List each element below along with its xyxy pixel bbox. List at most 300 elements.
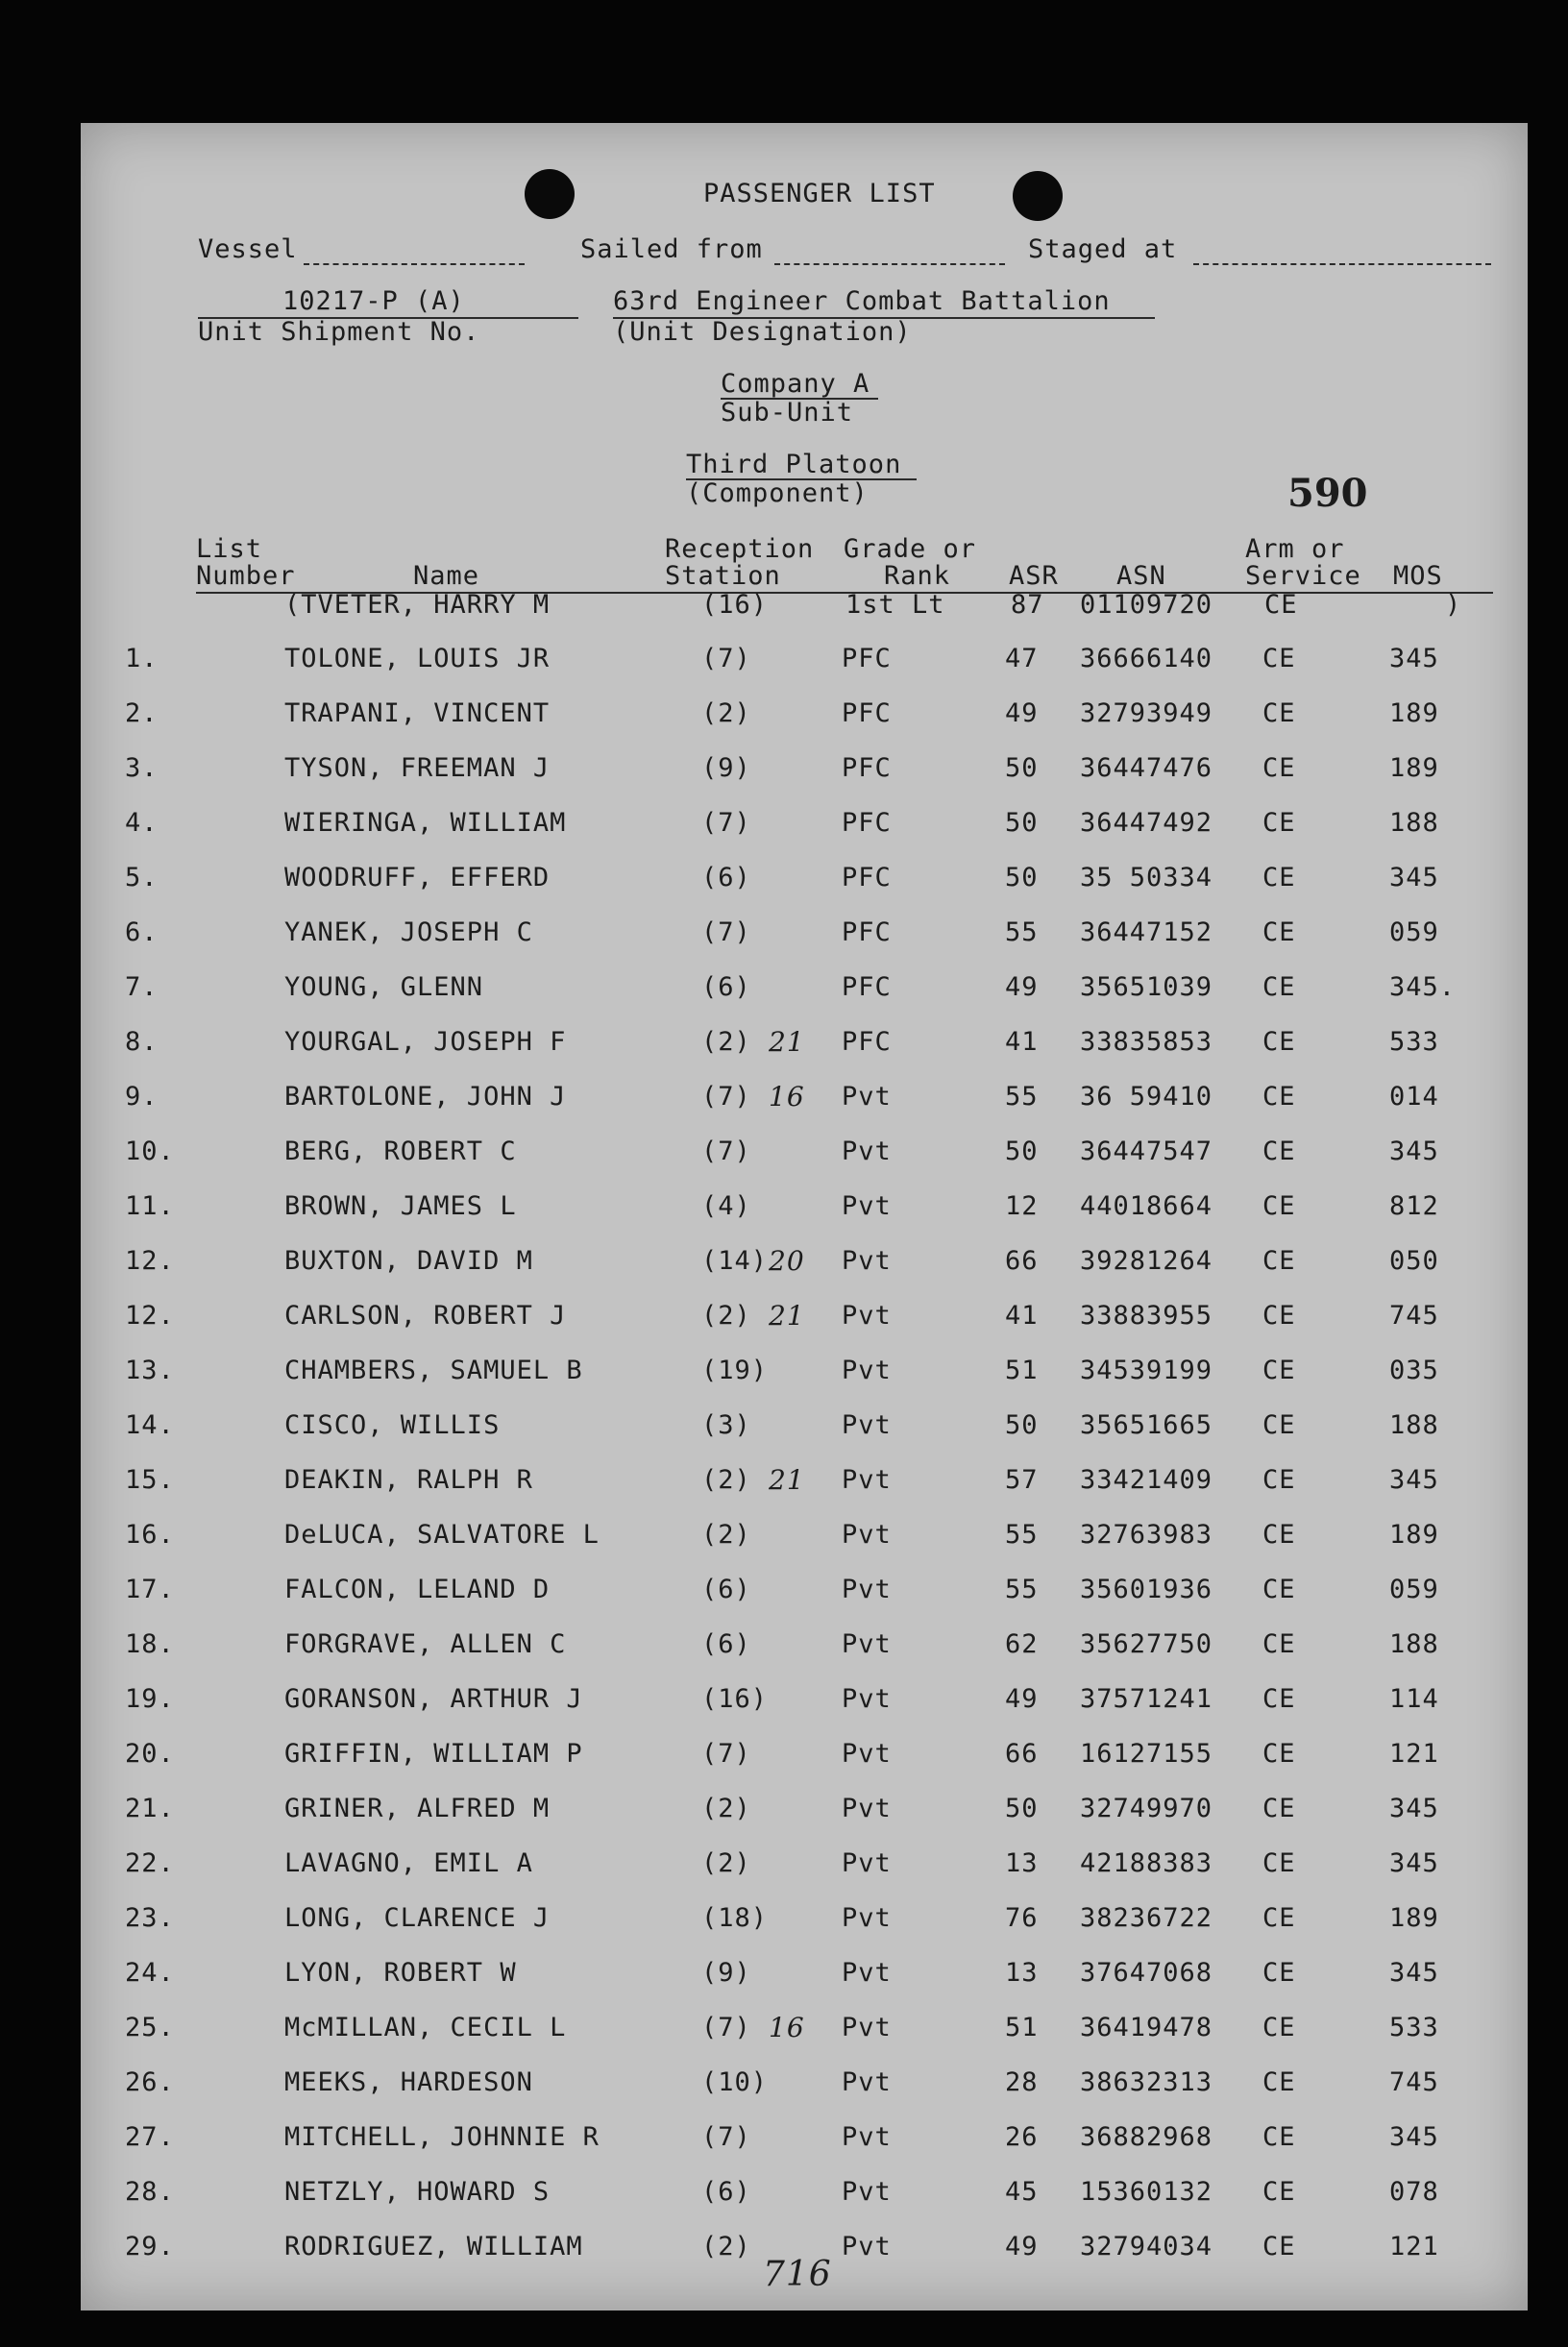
row-asn: 34539199 <box>1080 1356 1213 1385</box>
row-name: TRAPANI, VINCENT <box>284 698 551 728</box>
row-number: 24. <box>125 1958 175 1988</box>
col-mos: MOS <box>1393 561 1443 591</box>
officer-row <box>81 592 1528 630</box>
row-asn: 36447547 <box>1080 1137 1213 1166</box>
table-row <box>81 1960 1528 1998</box>
row-arm: CE <box>1262 972 1296 1002</box>
row-reception-station: (7) <box>701 808 751 838</box>
row-name: DEAKIN, RALPH R <box>284 1465 533 1495</box>
row-asn: 39281264 <box>1080 1246 1213 1276</box>
officer-asr: 87 <box>1011 590 1044 620</box>
row-asn: 36447152 <box>1080 917 1213 947</box>
row-number: 10. <box>125 1137 175 1166</box>
row-name: BUXTON, DAVID M <box>284 1246 533 1276</box>
row-mos: 121 <box>1389 2232 1439 2261</box>
row-asr: 12 <box>1005 1191 1039 1221</box>
row-arm: CE <box>1262 863 1296 892</box>
row-name: LYON, ROBERT W <box>284 1958 517 1988</box>
row-name: GRINER, ALFRED M <box>284 1794 551 1823</box>
row-reception-station: (6) <box>701 1629 751 1659</box>
document-page <box>81 123 1528 2310</box>
row-arm: CE <box>1262 1191 1296 1221</box>
row-grade: PFC <box>842 698 892 728</box>
row-mos: 189 <box>1389 1903 1439 1933</box>
row-name: WOODRUFF, EFFERD <box>284 863 551 892</box>
row-asn: 15360132 <box>1080 2177 1213 2207</box>
officer-name: (TVETER, HARRY M <box>284 590 551 620</box>
row-name: MITCHELL, JOHNNIE R <box>284 2122 600 2152</box>
row-arm: CE <box>1262 1684 1296 1714</box>
row-reception-station: (2) <box>701 1520 751 1550</box>
row-grade: Pvt <box>842 1739 892 1769</box>
table-row <box>81 1245 1528 1286</box>
col-asn: ASN <box>1116 561 1166 591</box>
row-handwritten-note: 21 <box>769 1464 805 1496</box>
row-asn: 32793949 <box>1080 698 1213 728</box>
col-name: Name <box>413 561 480 591</box>
row-name: McMILLAN, CECIL L <box>284 2013 567 2042</box>
row-arm: CE <box>1262 698 1296 728</box>
row-mos: 059 <box>1389 1575 1439 1604</box>
table-row <box>81 1796 1528 1834</box>
table-row <box>81 755 1528 794</box>
row-asr: 50 <box>1005 1794 1039 1823</box>
row-number: 12. <box>125 1301 175 1331</box>
unit-shipment-label: Unit Shipment No. <box>198 317 480 347</box>
row-arm: CE <box>1262 1082 1296 1112</box>
row-number: 15. <box>125 1465 175 1495</box>
row-asr: 62 <box>1005 1629 1039 1659</box>
col-list-2: Number <box>196 561 296 591</box>
row-mos: 188 <box>1389 808 1439 838</box>
row-name: CARLSON, ROBERT J <box>284 1301 567 1331</box>
row-handwritten-note: 21 <box>769 1026 805 1058</box>
vessel-label: Vessel <box>198 234 298 264</box>
table-row <box>81 1026 1528 1067</box>
row-asr: 13 <box>1005 1958 1039 1988</box>
row-asr: 51 <box>1005 1356 1039 1385</box>
row-name: TYSON, FREEMAN J <box>284 753 551 783</box>
row-mos: 114 <box>1389 1684 1439 1714</box>
row-reception-station: (2) <box>701 2232 751 2261</box>
row-mos: 533 <box>1389 2013 1439 2042</box>
row-handwritten-note: 16 <box>769 2012 805 2043</box>
row-number: 13. <box>125 1356 175 1385</box>
row-grade: Pvt <box>842 1903 892 1933</box>
row-name: WIERINGA, WILLIAM <box>284 808 567 838</box>
row-arm: CE <box>1262 1356 1296 1385</box>
row-grade: PFC <box>842 1027 892 1057</box>
row-name: LAVAGNO, EMIL A <box>284 1848 533 1878</box>
row-asr: 55 <box>1005 1520 1039 1550</box>
row-asn: 44018664 <box>1080 1191 1213 1221</box>
row-asn: 33883955 <box>1080 1301 1213 1331</box>
vessel-blank <box>304 263 525 265</box>
row-number: 5. <box>125 863 159 892</box>
table-row <box>81 1193 1528 1232</box>
table-row <box>81 1905 1528 1944</box>
row-grade: PFC <box>842 808 892 838</box>
row-reception-station: (3) <box>701 1410 751 1440</box>
row-asr: 28 <box>1005 2067 1039 2097</box>
row-number: 29. <box>125 2232 175 2261</box>
table-row <box>81 1686 1528 1724</box>
row-name: MEEKS, HARDESON <box>284 2067 533 2097</box>
row-grade: Pvt <box>842 1848 892 1878</box>
row-reception-station: (6) <box>701 1575 751 1604</box>
row-asr: 55 <box>1005 1082 1039 1112</box>
row-arm: CE <box>1262 1958 1296 1988</box>
row-asn: 42188383 <box>1080 1848 1213 1878</box>
row-arm: CE <box>1262 1410 1296 1440</box>
row-mos: 345 <box>1389 1465 1439 1495</box>
staged-at-label: Staged at <box>1028 234 1178 264</box>
row-name: BROWN, JAMES L <box>284 1191 517 1221</box>
footer-handwritten-note: 716 <box>763 2255 832 2294</box>
row-number: 28. <box>125 2177 175 2207</box>
table-row <box>81 1138 1528 1177</box>
row-number: 26. <box>125 2067 175 2097</box>
row-arm: CE <box>1262 753 1296 783</box>
row-name: YANEK, JOSEPH C <box>284 917 533 947</box>
row-mos: 121 <box>1389 1739 1439 1769</box>
row-name: YOUNG, GLENN <box>284 972 484 1002</box>
row-arm: CE <box>1262 808 1296 838</box>
row-number: 11. <box>125 1191 175 1221</box>
row-number: 2. <box>125 698 159 728</box>
row-reception-station: (7) <box>701 2013 751 2042</box>
row-reception-station: (10) <box>701 2067 769 2097</box>
row-name: GRIFFIN, WILLIAM P <box>284 1739 583 1769</box>
row-asr: 51 <box>1005 2013 1039 2042</box>
row-asn: 36882968 <box>1080 2122 1213 2152</box>
row-grade: Pvt <box>842 2177 892 2207</box>
table-row <box>81 1577 1528 1615</box>
row-grade: Pvt <box>842 1465 892 1495</box>
row-asn: 32794034 <box>1080 2232 1213 2261</box>
row-arm: CE <box>1262 1465 1296 1495</box>
row-grade: Pvt <box>842 1356 892 1385</box>
row-asn: 35601936 <box>1080 1575 1213 1604</box>
row-reception-station: (7) <box>701 644 751 673</box>
row-mos: 812 <box>1389 1191 1439 1221</box>
row-number: 6. <box>125 917 159 947</box>
row-asr: 55 <box>1005 1575 1039 1604</box>
row-mos: 078 <box>1389 2177 1439 2207</box>
sailed-from-label: Sailed from <box>580 234 763 264</box>
row-reception-station: (7) <box>701 1137 751 1166</box>
row-number: 1. <box>125 644 159 673</box>
table-row <box>81 1741 1528 1779</box>
row-number: 3. <box>125 753 159 783</box>
row-arm: CE <box>1262 1739 1296 1769</box>
officer-grade: 1st Lt <box>845 590 945 620</box>
row-asr: 50 <box>1005 1410 1039 1440</box>
row-arm: CE <box>1262 1246 1296 1276</box>
sub-unit-label: Sub-Unit <box>721 398 854 428</box>
row-asn: 37647068 <box>1080 1958 1213 1988</box>
row-name: GORANSON, ARTHUR J <box>284 1684 583 1714</box>
row-mos: 050 <box>1389 1246 1439 1276</box>
row-reception-station: (4) <box>701 1191 751 1221</box>
row-arm: CE <box>1262 2232 1296 2261</box>
row-arm: CE <box>1262 1027 1296 1057</box>
table-row <box>81 700 1528 739</box>
row-reception-station: (7) <box>701 2122 751 2152</box>
row-reception-station: (2) <box>701 1848 751 1878</box>
col-reception-2: Station <box>665 561 781 591</box>
table-row <box>81 1631 1528 1670</box>
row-number: 16. <box>125 1520 175 1550</box>
row-mos: 345 <box>1389 644 1439 673</box>
row-reception-station: (9) <box>701 1958 751 1988</box>
sailed-from-blank <box>774 263 1005 265</box>
row-grade: Pvt <box>842 1082 892 1112</box>
row-mos: 014 <box>1389 1082 1439 1112</box>
row-handwritten-note: 21 <box>769 1300 805 1332</box>
row-asr: 49 <box>1005 972 1039 1002</box>
row-number: 19. <box>125 1684 175 1714</box>
table-row <box>81 646 1528 684</box>
row-asr: 50 <box>1005 863 1039 892</box>
row-mos: 345 <box>1389 863 1439 892</box>
row-reception-station: (16) <box>701 1684 769 1714</box>
col-reception-1: Reception <box>665 534 815 564</box>
row-asr: 76 <box>1005 1903 1039 1933</box>
row-mos: 345 <box>1389 2122 1439 2152</box>
row-asn: 35627750 <box>1080 1629 1213 1659</box>
row-reception-station: (7) <box>701 1739 751 1769</box>
table-row <box>81 1412 1528 1451</box>
row-number: 14. <box>125 1410 175 1440</box>
row-asr: 47 <box>1005 644 1039 673</box>
row-mos: 189 <box>1389 1520 1439 1550</box>
row-reception-station: (7) <box>701 1082 751 1112</box>
row-mos: 188 <box>1389 1629 1439 1659</box>
row-asr: 57 <box>1005 1465 1039 1495</box>
row-arm: CE <box>1262 1575 1296 1604</box>
row-grade: Pvt <box>842 2232 892 2261</box>
row-asr: 49 <box>1005 2232 1039 2261</box>
component-label: (Component) <box>686 478 869 508</box>
row-asr: 26 <box>1005 2122 1039 2152</box>
row-name: RODRIGUEZ, WILLIAM <box>284 2232 583 2261</box>
row-mos: 189 <box>1389 753 1439 783</box>
row-asr: 49 <box>1005 1684 1039 1714</box>
unit-designation-label: (Unit Designation) <box>613 317 912 347</box>
row-number: 25. <box>125 2013 175 2042</box>
row-asr: 66 <box>1005 1246 1039 1276</box>
row-arm: CE <box>1262 1903 1296 1933</box>
row-reception-station: (6) <box>701 863 751 892</box>
component-value: Third Platoon <box>686 450 902 479</box>
punch-hole-left <box>525 169 575 219</box>
officer-close-paren: ) <box>1445 590 1462 620</box>
row-grade: Pvt <box>842 1246 892 1276</box>
row-arm: CE <box>1262 2122 1296 2152</box>
row-asr: 41 <box>1005 1027 1039 1057</box>
row-handwritten-note: 20 <box>769 1245 805 1277</box>
row-asn: 32749970 <box>1080 1794 1213 1823</box>
row-number: 22. <box>125 1848 175 1878</box>
row-grade: Pvt <box>842 2067 892 2097</box>
row-name: LONG, CLARENCE J <box>284 1903 551 1933</box>
row-asn: 35651039 <box>1080 972 1213 1002</box>
row-name: TOLONE, LOUIS JR <box>284 644 551 673</box>
col-asr: ASR <box>1009 561 1059 591</box>
table-row <box>81 810 1528 848</box>
row-mos: 345 <box>1389 1958 1439 1988</box>
row-reception-station: (18) <box>701 1903 769 1933</box>
row-asr: 55 <box>1005 917 1039 947</box>
row-name: NETZLY, HOWARD S <box>284 2177 551 2207</box>
table-row <box>81 1081 1528 1122</box>
punch-hole-right <box>1013 171 1063 221</box>
row-grade: Pvt <box>842 1137 892 1166</box>
row-arm: CE <box>1262 2067 1296 2097</box>
unit-designation: 63rd Engineer Combat Battalion <box>613 286 1111 316</box>
table-row <box>81 865 1528 903</box>
row-name: CISCO, WILLIS <box>284 1410 501 1440</box>
row-grade: PFC <box>842 917 892 947</box>
row-arm: CE <box>1262 1848 1296 1878</box>
row-number: 17. <box>125 1575 175 1604</box>
row-number: 21. <box>125 1794 175 1823</box>
row-number: 27. <box>125 2122 175 2152</box>
sub-unit-value: Company A <box>721 369 870 399</box>
shipment-number: 10217-P (A) <box>282 286 465 316</box>
row-grade: Pvt <box>842 1958 892 1988</box>
row-name: DeLUCA, SALVATORE L <box>284 1520 600 1550</box>
row-reception-station: (19) <box>701 1356 769 1385</box>
row-arm: CE <box>1262 1794 1296 1823</box>
row-mos: 745 <box>1389 2067 1439 2097</box>
document-title: PASSENGER LIST <box>703 179 936 208</box>
row-asr: 50 <box>1005 1137 1039 1166</box>
row-grade: Pvt <box>842 1520 892 1550</box>
row-name: BARTOLONE, JOHN J <box>284 1082 567 1112</box>
row-number: 8. <box>125 1027 159 1057</box>
col-arm-1: Arm or <box>1245 534 1345 564</box>
table-row <box>81 2124 1528 2163</box>
row-asr: 50 <box>1005 753 1039 783</box>
row-mos: 189 <box>1389 698 1439 728</box>
row-grade: Pvt <box>842 1794 892 1823</box>
row-mos: 745 <box>1389 1301 1439 1331</box>
row-handwritten-note: 16 <box>769 1081 805 1112</box>
row-mos: 188 <box>1389 1410 1439 1440</box>
col-list-1: List <box>196 534 263 564</box>
officer-station: (16) <box>701 590 769 620</box>
row-grade: Pvt <box>842 1575 892 1604</box>
row-arm: CE <box>1262 917 1296 947</box>
row-grade: PFC <box>842 972 892 1002</box>
row-number: 18. <box>125 1629 175 1659</box>
row-grade: Pvt <box>842 1629 892 1659</box>
row-grade: Pvt <box>842 1301 892 1331</box>
row-mos: 345 <box>1389 1848 1439 1878</box>
row-name: BERG, ROBERT C <box>284 1137 517 1166</box>
col-grade-1: Grade or <box>844 534 977 564</box>
row-reception-station: (6) <box>701 972 751 1002</box>
row-asn: 36447492 <box>1080 808 1213 838</box>
row-arm: CE <box>1262 2013 1296 2042</box>
row-asn: 33835853 <box>1080 1027 1213 1057</box>
row-reception-station: (9) <box>701 753 751 783</box>
row-number: 4. <box>125 808 159 838</box>
row-reception-station: (7) <box>701 917 751 947</box>
row-mos: 059 <box>1389 917 1439 947</box>
row-mos: 345 <box>1389 1794 1439 1823</box>
row-asn: 36447476 <box>1080 753 1213 783</box>
row-name: YOURGAL, JOSEPH F <box>284 1027 567 1057</box>
row-asr: 13 <box>1005 1848 1039 1878</box>
table-row <box>81 1300 1528 1341</box>
row-number: 20. <box>125 1739 175 1769</box>
col-arm-2: Service <box>1245 561 1361 591</box>
row-grade: Pvt <box>842 1191 892 1221</box>
row-reception-station: (2) <box>701 698 751 728</box>
row-reception-station: (6) <box>701 2177 751 2207</box>
table-row <box>81 1464 1528 1505</box>
table-row <box>81 2012 1528 2053</box>
row-arm: CE <box>1262 1137 1296 1166</box>
row-asr: 50 <box>1005 808 1039 838</box>
table-row <box>81 2179 1528 2217</box>
row-asr: 66 <box>1005 1739 1039 1769</box>
row-reception-station: (2) <box>701 1301 751 1331</box>
row-reception-station: (14) <box>701 1246 769 1276</box>
row-arm: CE <box>1262 2177 1296 2207</box>
row-grade: PFC <box>842 863 892 892</box>
row-grade: Pvt <box>842 1410 892 1440</box>
row-name: FALCON, LELAND D <box>284 1575 551 1604</box>
officer-arm: CE <box>1264 590 1298 620</box>
row-asr: 41 <box>1005 1301 1039 1331</box>
table-row <box>81 974 1528 1013</box>
table-row <box>81 1522 1528 1560</box>
row-grade: PFC <box>842 753 892 783</box>
row-grade: PFC <box>842 644 892 673</box>
officer-asn: 01109720 <box>1080 590 1213 620</box>
table-row <box>81 1850 1528 1889</box>
row-asn: 35 50334 <box>1080 863 1213 892</box>
row-number: 12. <box>125 1246 175 1276</box>
row-mos: 345 <box>1389 1137 1439 1166</box>
row-asn: 35651665 <box>1080 1410 1213 1440</box>
row-asn: 16127155 <box>1080 1739 1213 1769</box>
row-asn: 38236722 <box>1080 1903 1213 1933</box>
row-asr: 49 <box>1005 698 1039 728</box>
row-asr: 45 <box>1005 2177 1039 2207</box>
row-number: 23. <box>125 1903 175 1933</box>
row-asn: 36666140 <box>1080 644 1213 673</box>
row-asn: 36419478 <box>1080 2013 1213 2042</box>
row-asn: 37571241 <box>1080 1684 1213 1714</box>
row-reception-station: (2) <box>701 1465 751 1495</box>
row-name: CHAMBERS, SAMUEL B <box>284 1356 583 1385</box>
row-number: 7. <box>125 972 159 1002</box>
row-asn: 32763983 <box>1080 1520 1213 1550</box>
staged-at-blank <box>1193 263 1491 265</box>
row-name: FORGRAVE, ALLEN C <box>284 1629 567 1659</box>
table-row <box>81 2069 1528 2108</box>
row-reception-station: (2) <box>701 1027 751 1057</box>
table-row <box>81 1357 1528 1396</box>
page-number-stamp: 590 <box>1287 471 1368 516</box>
row-reception-station: (2) <box>701 1794 751 1823</box>
row-asn: 36 59410 <box>1080 1082 1213 1112</box>
